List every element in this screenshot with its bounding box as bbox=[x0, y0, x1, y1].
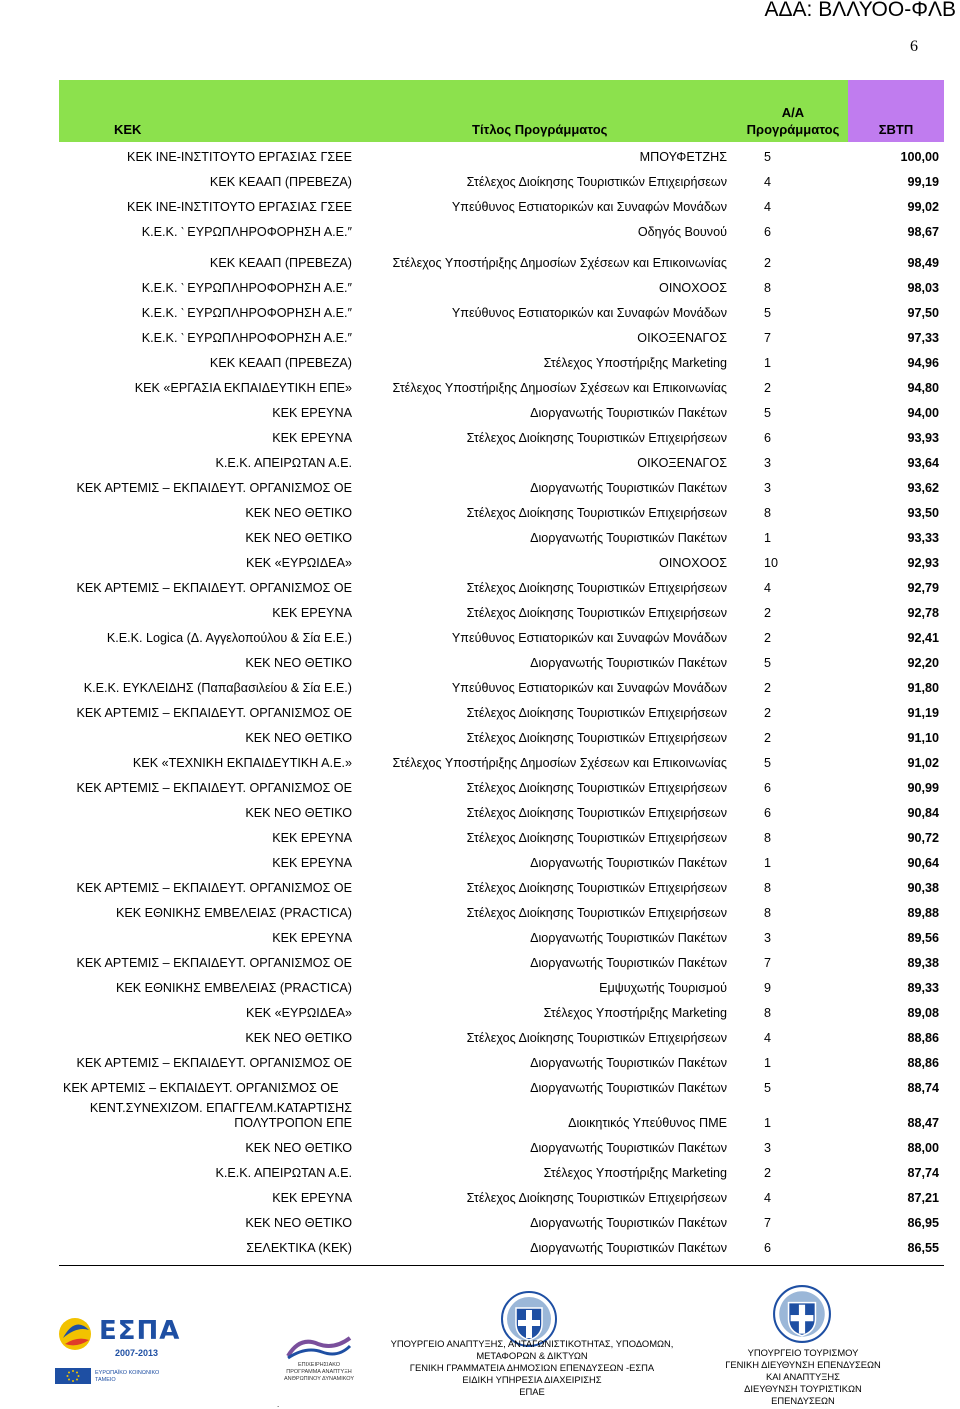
score-cell: 93,93 bbox=[907, 431, 939, 445]
program-title-cell: Στέλεχος Διοίκησης Τουριστικών Επιχειρήσεων bbox=[466, 906, 727, 920]
program-number-cell: 5 bbox=[764, 1081, 772, 1095]
program-number-cell: 1 bbox=[764, 856, 772, 870]
table-bottom-border bbox=[59, 1265, 944, 1266]
table-row bbox=[59, 423, 944, 448]
table-row bbox=[59, 698, 944, 723]
program-title-cell: Υπεύθυνος Εστιατορικών και Συναφών Μονάδων bbox=[451, 306, 727, 320]
score-cell: 97,33 bbox=[907, 331, 939, 345]
score-cell: 87,21 bbox=[907, 1191, 939, 1205]
ministry-line: ΥΠΟΥΡΓΕΙΟ ΑΝΑΠΤΥΞΗΣ, ΑΝΤΑΓΩΝΙΣΤΙΚΟΤΗΤΑΣ, ΥΠΟΔΟΜΩΝ, bbox=[390, 1338, 674, 1349]
footer-dot: . bbox=[277, 1400, 280, 1409]
program-number-cell: 1 bbox=[764, 1116, 772, 1130]
program-number-cell: 8 bbox=[764, 831, 772, 845]
greek-coat-of-arms-icon bbox=[772, 1284, 832, 1344]
table-row bbox=[59, 1183, 944, 1208]
score-cell: 89,88 bbox=[907, 906, 939, 920]
programme-emblem-icon bbox=[282, 1334, 356, 1360]
table-row bbox=[59, 523, 944, 548]
program-title-cell: Στέλεχος Διοίκησης Τουριστικών Επιχειρήσεων bbox=[466, 506, 727, 520]
program-number-cell: 2 bbox=[764, 706, 772, 720]
program-number-cell: 3 bbox=[764, 931, 772, 945]
eu-caption: ΕΥΡΩΠΑΪΚΟ ΚΟΙΝΩΝΙΚΟ ΤΑΜΕΙΟ bbox=[95, 1370, 160, 1383]
table-row bbox=[59, 1073, 944, 1098]
program-title-cell: Στέλεχος Υποστήριξης Marketing bbox=[543, 1006, 727, 1020]
program-title-cell: Υπεύθυνος Εστιατορικών και Συναφών Μονάδων bbox=[451, 631, 727, 645]
kek-cell: ΚΕΚ ΝΕΟ ΘΕΤΙΚΟ bbox=[245, 1031, 352, 1045]
program-title-cell: Διοργανωτής Τουριστικών Πακέτων bbox=[530, 956, 727, 970]
program-number-cell: 3 bbox=[764, 456, 772, 470]
program-number-cell: 2 bbox=[764, 631, 772, 645]
kek-cell: ΚΕΚ ΚΕΑΑΠ (ΠΡΕΒΕΖΑ) bbox=[209, 356, 352, 370]
score-cell: 89,08 bbox=[907, 1006, 939, 1020]
program-title-cell: Διοργανωτής Τουριστικών Πακέτων bbox=[530, 1216, 727, 1230]
program-number-cell: 4 bbox=[764, 175, 772, 189]
table-row bbox=[59, 298, 944, 323]
program-title-cell: Στέλεχος Διοίκησης Τουριστικών Επιχειρήσεων bbox=[466, 431, 727, 445]
program-title-cell: Διοργανωτής Τουριστικών Πακέτων bbox=[530, 1141, 727, 1155]
table-row bbox=[59, 167, 944, 192]
program-title-cell: Στέλεχος Διοίκησης Τουριστικών Επιχειρήσεων bbox=[466, 806, 727, 820]
ministry-line: ΔΙΕΥΘΥΝΣΗ ΤΟΥΡΙΣΤΙΚΩΝ bbox=[744, 1383, 862, 1394]
table-row bbox=[59, 142, 944, 167]
kek-cell: ΚΕΚ «ΤΕΧΝΙΚΗ ΕΚΠΑΙΔΕΥΤΙΚΗ Α.Ε.» bbox=[132, 756, 352, 770]
program-title-cell: Στέλεχος Διοίκησης Τουριστικών Επιχειρήσεων bbox=[466, 831, 727, 845]
program-title-cell: Διοργανωτής Τουριστικών Πακέτων bbox=[530, 481, 727, 495]
score-cell: 93,62 bbox=[907, 481, 939, 495]
table-row bbox=[59, 848, 944, 873]
program-number-cell: 5 bbox=[764, 306, 772, 320]
kek-cell: ΚΕΝΤ.ΣΥΝΕΧΙΖΟΜ. ΕΠΑΓΓΕΛΜ.ΚΑΤΑΡΤΙΣΗΣ ΠΟΛΥΤΡΟΠΟΝ ΕΠΕ bbox=[89, 1101, 352, 1130]
score-cell: 90,38 bbox=[907, 881, 939, 895]
program-title-cell: ΜΠΟΥΦΕΤΖΗΣ bbox=[639, 150, 727, 164]
table-row bbox=[59, 398, 944, 423]
program-title-cell: Διοργανωτής Τουριστικών Πακέτων bbox=[530, 1081, 727, 1095]
program-number-cell: 2 bbox=[764, 731, 772, 745]
table-row bbox=[59, 923, 944, 948]
table-row bbox=[59, 798, 944, 823]
score-cell: 99,02 bbox=[907, 200, 939, 214]
score-cell: 88,86 bbox=[907, 1031, 939, 1045]
program-number-cell: 4 bbox=[764, 1031, 772, 1045]
table-body bbox=[59, 142, 944, 1258]
kek-cell: ΚΕΚ «ΕΥΡΩΙΔΕΑ» bbox=[245, 556, 352, 570]
kek-cell: ΚΕΚ ΑΡΤΕΜΙΣ – ΕΚΠΑΙΔΕΥΤ. ΟΡΓΑΝΙΣΜΟΣ ΟΕ bbox=[63, 1081, 339, 1095]
kek-cell: ΚΕΚ ΝΕΟ ΘΕΤΙΚΟ bbox=[245, 531, 352, 545]
program-number-cell: 4 bbox=[764, 1191, 772, 1205]
table-row bbox=[59, 498, 944, 523]
score-cell: 87,74 bbox=[907, 1166, 939, 1180]
program-title-cell: Στέλεχος Διοίκησης Τουριστικών Επιχειρήσεων bbox=[466, 581, 727, 595]
program-number-cell: 3 bbox=[764, 1141, 772, 1155]
eu-flag-icon bbox=[55, 1368, 91, 1384]
kek-cell: ΚΕΚ ΕΡΕΥΝΑ bbox=[272, 856, 352, 870]
ministry-line: ΜΕΤΑΦΟΡΩΝ & ΔΙΚΤΥΩΝ bbox=[476, 1350, 588, 1361]
table-row bbox=[59, 873, 944, 898]
kek-cell: ΚΕΚ ΕΡΕΥΝΑ bbox=[272, 406, 352, 420]
kek-cell: ΚΕΚ ΝΕΟ ΘΕΤΙΚΟ bbox=[245, 506, 352, 520]
table-row bbox=[59, 723, 944, 748]
program-number-cell: 8 bbox=[764, 506, 772, 520]
program-title-cell: Στέλεχος Διοίκησης Τουριστικών Επιχειρήσεων bbox=[466, 781, 727, 795]
program-title-cell: Στέλεχος Υποστήριξης Δημοσίων Σχέσεων και Επικοινωνίας bbox=[392, 756, 727, 770]
program-title-cell: Διοργανωτής Τουριστικών Πακέτων bbox=[530, 406, 727, 420]
table-row bbox=[59, 973, 944, 998]
table-row bbox=[59, 473, 944, 498]
table-row bbox=[59, 448, 944, 473]
espa-logo bbox=[55, 1308, 179, 1386]
kek-cell: Κ.Ε.Κ. ΑΠΕΙΡΩΤΑΝ Α.Ε. bbox=[215, 456, 352, 470]
program-title-cell: Στέλεχος Υποστήριξης Marketing bbox=[543, 356, 727, 370]
score-cell: 98,49 bbox=[907, 256, 939, 270]
kek-cell: ΚΕΚ ΑΡΤΕΜΙΣ – ΕΚΠΑΙΔΕΥΤ. ΟΡΓΑΝΙΣΜΟΣ ΟΕ bbox=[76, 1056, 352, 1070]
program-number-cell: 2 bbox=[764, 1166, 772, 1180]
kek-cell: ΚΕΚ ΙΝΕ-ΙΝΣΤΙΤΟΥΤΟ ΕΡΓΑΣΙΑΣ ΓΣΕΕ bbox=[127, 150, 352, 164]
program-number-cell: 3 bbox=[764, 481, 772, 495]
program-title-cell: Διοικητικός Υπεύθυνος ΠΜΕ bbox=[568, 1116, 727, 1130]
score-cell: 94,96 bbox=[907, 356, 939, 370]
table-row bbox=[59, 1158, 944, 1183]
kek-cell: ΚΕΚ ΑΡΤΕΜΙΣ – ΕΚΠΑΙΔΕΥΤ. ΟΡΓΑΝΙΣΜΟΣ ΟΕ bbox=[76, 481, 352, 495]
program-title-cell: Στέλεχος Διοίκησης Τουριστικών Επιχειρήσεων bbox=[466, 175, 727, 189]
program-title-cell: Στέλεχος Διοίκησης Τουριστικών Επιχειρήσεων bbox=[466, 1031, 727, 1045]
table-row bbox=[59, 748, 944, 773]
program-number-cell: 2 bbox=[764, 606, 772, 620]
table-row bbox=[59, 1048, 944, 1073]
table-row bbox=[59, 948, 944, 973]
results-table bbox=[59, 80, 944, 1258]
program-title-cell: ΟΙΝΟΧΟΟΣ bbox=[659, 556, 727, 570]
score-cell: 93,50 bbox=[907, 506, 939, 520]
score-cell: 86,95 bbox=[907, 1216, 939, 1230]
ministry-line: ΕΠΑΕ bbox=[519, 1386, 545, 1397]
score-cell: 90,72 bbox=[907, 831, 939, 845]
score-cell: 100,00 bbox=[900, 150, 939, 164]
column-header-title: Τίτλος Προγράμματος bbox=[355, 80, 738, 142]
score-cell: 94,00 bbox=[907, 406, 939, 420]
ministry-line: ΕΠΕΝΔΥΣΕΩΝ bbox=[771, 1395, 835, 1406]
kek-cell: ΚΕΚ ΝΕΟ ΘΕΤΙΚΟ bbox=[245, 806, 352, 820]
ministry-line: ΓΕΝΙΚΗ ΔΙΕΥΘΥΝΣΗ ΕΠΕΝΔΥΣΕΩΝ bbox=[725, 1359, 881, 1370]
column-header-aa bbox=[738, 80, 848, 142]
program-number-cell: 8 bbox=[764, 281, 772, 295]
kek-cell: ΚΕΚ ΕΡΕΥΝΑ bbox=[272, 431, 352, 445]
program-number-cell: 9 bbox=[764, 981, 772, 995]
program-title-cell: ΟΙΝΟΧΟΟΣ bbox=[659, 281, 727, 295]
kek-cell: ΚΕΚ ΕΡΕΥΝΑ bbox=[272, 606, 352, 620]
program-number-cell: 6 bbox=[764, 806, 772, 820]
score-cell: 88,00 bbox=[907, 1141, 939, 1155]
program-title-cell: Εμψυχωτής Τουρισμού bbox=[599, 981, 727, 995]
table-row bbox=[59, 1208, 944, 1233]
program-title-cell: Στέλεχος Διοίκησης Τουριστικών Επιχειρήσεων bbox=[466, 606, 727, 620]
program-number-cell: 2 bbox=[764, 381, 772, 395]
programme-caption: ΕΠΙΧΕΙΡΗΣΙΑΚΟ ΠΡΟΓΡΑΜΜΑ ΑΝΑΠΤΥΞΗ ΑΝΘΡΩΠΙΝΟΥ ΔΥΝΑΜΙΚΟΥ bbox=[283, 1362, 355, 1382]
espa-logo-text: ΕΣΠΑ bbox=[99, 1316, 181, 1346]
table-row bbox=[59, 898, 944, 923]
table-row bbox=[59, 1098, 944, 1133]
kek-cell: ΚΕΚ ΚΕΑΑΠ (ΠΡΕΒΕΖΑ) bbox=[209, 256, 352, 270]
score-cell: 89,38 bbox=[907, 956, 939, 970]
table-row bbox=[59, 192, 944, 217]
program-number-cell: 6 bbox=[764, 431, 772, 445]
table-row bbox=[59, 1133, 944, 1158]
score-cell: 94,80 bbox=[907, 381, 939, 395]
score-cell: 91,80 bbox=[907, 681, 939, 695]
ministry-line: ΥΠΟΥΡΓΕΙΟ ΤΟΥΡΙΣΜΟΥ bbox=[747, 1347, 859, 1358]
ministry-line: ΚΑΙ ΑΝΑΠΤΥΞΗΣ bbox=[766, 1371, 840, 1382]
score-cell: 88,86 bbox=[907, 1056, 939, 1070]
program-title-cell: Στέλεχος Υποστήριξης Δημοσίων Σχέσεων και Επικοινωνίας bbox=[392, 256, 727, 270]
program-number-cell: 6 bbox=[764, 225, 772, 239]
program-number-cell: 8 bbox=[764, 1006, 772, 1020]
kek-cell: ΚΕΚ ΕΡΕΥΝΑ bbox=[272, 931, 352, 945]
score-cell: 93,64 bbox=[907, 456, 939, 470]
program-title-cell: Στέλεχος Διοίκησης Τουριστικών Επιχειρήσεων bbox=[466, 706, 727, 720]
score-cell: 98,03 bbox=[907, 281, 939, 295]
table-row bbox=[59, 623, 944, 648]
ministry-tourism-block bbox=[720, 1347, 886, 1407]
program-number-cell: 7 bbox=[764, 1216, 772, 1230]
program-number-cell: 2 bbox=[764, 681, 772, 695]
score-cell: 90,64 bbox=[907, 856, 939, 870]
score-cell: 88,74 bbox=[907, 1081, 939, 1095]
table-row bbox=[59, 823, 944, 848]
table-row bbox=[59, 323, 944, 348]
kek-cell: ΚΕΚ ΕΡΕΥΝΑ bbox=[272, 831, 352, 845]
program-number-cell: 8 bbox=[764, 906, 772, 920]
kek-cell: Κ.Ε.Κ. ‵ ΕΥΡΩΠΛΗΡΟΦΟΡΗΣΗ Α.Ε.″ bbox=[141, 225, 352, 239]
table-header bbox=[59, 80, 944, 142]
table-row bbox=[59, 348, 944, 373]
score-cell: 93,33 bbox=[907, 531, 939, 545]
program-title-cell: Διοργανωτής Τουριστικών Πακέτων bbox=[530, 856, 727, 870]
score-cell: 90,99 bbox=[907, 781, 939, 795]
program-title-cell: Διοργανωτής Τουριστικών Πακέτων bbox=[530, 656, 727, 670]
score-cell: 89,33 bbox=[907, 981, 939, 995]
program-number-cell: 6 bbox=[764, 781, 772, 795]
program-number-cell: 4 bbox=[764, 200, 772, 214]
program-number-cell: 2 bbox=[764, 256, 772, 270]
score-cell: 99,19 bbox=[907, 175, 939, 189]
table-row bbox=[59, 773, 944, 798]
programme-logo bbox=[282, 1334, 356, 1386]
program-title-cell: Στέλεχος Υποστήριξης Δημοσίων Σχέσεων και Επικοινωνίας bbox=[392, 381, 727, 395]
table-row bbox=[59, 573, 944, 598]
program-number-cell: 5 bbox=[764, 756, 772, 770]
table-row bbox=[59, 273, 944, 298]
program-number-cell: 1 bbox=[764, 1056, 772, 1070]
score-cell: 90,84 bbox=[907, 806, 939, 820]
program-title-cell: Διοργανωτής Τουριστικών Πακέτων bbox=[530, 1056, 727, 1070]
program-title-cell: Στέλεχος Διοίκησης Τουριστικών Επιχειρήσεων bbox=[466, 881, 727, 895]
kek-cell: ΚΕΚ ΑΡΤΕΜΙΣ – ΕΚΠΑΙΔΕΥΤ. ΟΡΓΑΝΙΣΜΟΣ ΟΕ bbox=[76, 706, 352, 720]
kek-cell: ΚΕΚ ΑΡΤΕΜΙΣ – ΕΚΠΑΙΔΕΥΤ. ΟΡΓΑΝΙΣΜΟΣ ΟΕ bbox=[76, 581, 352, 595]
ministry-line: ΓΕΝΙΚΗ ΓΡΑΜΜΑΤΕΙΑ ΔΗΜΟΣΙΩΝ ΕΠΕΝΔΥΣΕΩΝ -ΕΣΠΑ bbox=[409, 1362, 655, 1373]
score-cell: 86,55 bbox=[907, 1241, 939, 1255]
score-cell: 92,78 bbox=[907, 606, 939, 620]
kek-cell: Κ.Ε.Κ. ΑΠΕΙΡΩΤΑΝ Α.Ε. bbox=[215, 1166, 352, 1180]
score-cell: 88,47 bbox=[907, 1116, 939, 1130]
column-header-kek: ΚΕΚ bbox=[59, 80, 355, 142]
program-title-cell: Διοργανωτής Τουριστικών Πακέτων bbox=[530, 531, 727, 545]
score-cell: 92,93 bbox=[907, 556, 939, 570]
table-row bbox=[59, 998, 944, 1023]
kek-cell: ΚΕΚ «ΕΡΓΑΣΙΑ ΕΚΠΑΙΔΕΥΤΙΚΗ ΕΠΕ» bbox=[134, 381, 352, 395]
program-number-cell: 1 bbox=[764, 356, 772, 370]
kek-cell: Κ.Ε.Κ. ‵ ΕΥΡΩΠΛΗΡΟΦΟΡΗΣΗ Α.Ε.″ bbox=[141, 331, 352, 345]
kek-cell: Κ.Ε.Κ. ‵ ΕΥΡΩΠΛΗΡΟΦΟΡΗΣΗ Α.Ε.″ bbox=[141, 306, 352, 320]
ministry-line: ΕΙΔΙΚΗ ΥΠΗΡΕΣΙΑ ΔΙΑΧΕΙΡΙΣΗΣ bbox=[462, 1374, 602, 1385]
score-cell: 91,10 bbox=[907, 731, 939, 745]
table-row bbox=[59, 217, 944, 242]
program-number-cell: 7 bbox=[764, 956, 772, 970]
program-number-cell: 4 bbox=[764, 581, 772, 595]
kek-cell: ΚΕΚ ΝΕΟ ΘΕΤΙΚΟ bbox=[245, 656, 352, 670]
score-cell: 89,56 bbox=[907, 931, 939, 945]
table-row bbox=[59, 648, 944, 673]
espa-years: 2007-2013 bbox=[115, 1348, 159, 1358]
score-cell: 97,50 bbox=[907, 306, 939, 320]
program-title-cell: Στέλεχος Διοίκησης Τουριστικών Επιχειρήσεων bbox=[466, 731, 727, 745]
table-row bbox=[59, 1023, 944, 1048]
kek-cell: ΚΕΚ ΑΡΤΕΜΙΣ – ΕΚΠΑΙΔΕΥΤ. ΟΡΓΑΝΙΣΜΟΣ ΟΕ bbox=[76, 881, 352, 895]
program-title-cell: Στέλεχος Υποστήριξης Marketing bbox=[543, 1166, 727, 1180]
program-number-cell: 10 bbox=[764, 556, 779, 570]
score-cell: 92,20 bbox=[907, 656, 939, 670]
program-number-cell: 6 bbox=[764, 1241, 772, 1255]
kek-cell: Κ.Ε.Κ. ΕΥΚΛΕΙΔΗΣ (Παπαβασιλείου & Σία Ε.Ε.) bbox=[83, 681, 352, 695]
program-title-cell: Υπεύθυνος Εστιατορικών και Συναφών Μονάδων bbox=[451, 200, 727, 214]
score-cell: 92,41 bbox=[907, 631, 939, 645]
program-number-cell: 5 bbox=[764, 656, 772, 670]
program-title-cell: Οδηγός Βουνού bbox=[637, 225, 727, 239]
program-number-cell: 1 bbox=[764, 531, 772, 545]
table-row bbox=[59, 1233, 944, 1258]
column-header-score: ΣΒΤΠ bbox=[848, 80, 944, 142]
kek-cell: ΚΕΚ ΙΝΕ-ΙΝΣΤΙΤΟΥΤΟ ΕΡΓΑΣΙΑΣ ΓΣΕΕ bbox=[127, 200, 352, 214]
kek-cell: ΣΕΛΕΚΤΙΚΑ (ΚΕΚ) bbox=[246, 1241, 352, 1255]
program-title-cell: Διοργανωτής Τουριστικών Πακέτων bbox=[530, 1241, 727, 1255]
table-row bbox=[59, 673, 944, 698]
score-cell: 92,79 bbox=[907, 581, 939, 595]
program-number-cell: 5 bbox=[764, 406, 772, 420]
program-title-cell: Υπεύθυνος Εστιατορικών και Συναφών Μονάδων bbox=[451, 681, 727, 695]
kek-cell: ΚΕΚ «ΕΥΡΩΙΔΕΑ» bbox=[245, 1006, 352, 1020]
kek-cell: ΚΕΚ ΝΕΟ ΘΕΤΙΚΟ bbox=[245, 1141, 352, 1155]
kek-cell: ΚΕΚ ΝΕΟ ΘΕΤΙΚΟ bbox=[245, 1216, 352, 1230]
table-row bbox=[59, 242, 944, 273]
kek-cell: ΚΕΚ ΑΡΤΕΜΙΣ – ΕΚΠΑΙΔΕΥΤ. ΟΡΓΑΝΙΣΜΟΣ ΟΕ bbox=[76, 956, 352, 970]
page-number: 6 bbox=[910, 38, 918, 55]
ministry-development-block bbox=[378, 1338, 686, 1398]
document-code: ΑΔΑ: ΒΛΛΥΟΟ-ΦΛΒ bbox=[764, 0, 956, 21]
kek-cell: ΚΕΚ ΑΡΤΕΜΙΣ – ΕΚΠΑΙΔΕΥΤ. ΟΡΓΑΝΙΣΜΟΣ ΟΕ bbox=[76, 781, 352, 795]
kek-cell: ΚΕΚ ΚΕΑΑΠ (ΠΡΕΒΕΖΑ) bbox=[209, 175, 352, 189]
kek-cell: ΚΕΚ ΕΘΝΙΚΗΣ ΕΜΒΕΛΕΙΑΣ (PRACTICA) bbox=[115, 906, 352, 920]
kek-cell: Κ.Ε.Κ. ‵ ΕΥΡΩΠΛΗΡΟΦΟΡΗΣΗ Α.Ε.″ bbox=[141, 281, 352, 295]
program-number-cell: 7 bbox=[764, 331, 772, 345]
score-cell: 98,67 bbox=[907, 225, 939, 239]
kek-cell: Κ.Ε.Κ. Logica (Δ. Αγγελοπούλου & Σία Ε.Ε.) bbox=[106, 631, 352, 645]
column-header-aa-label: Α/Α Προγράμματος bbox=[746, 105, 840, 137]
program-title-cell: Διοργανωτής Τουριστικών Πακέτων bbox=[530, 931, 727, 945]
kek-cell: ΚΕΚ ΕΘΝΙΚΗΣ ΕΜΒΕΛΕΙΑΣ (PRACTICA) bbox=[115, 981, 352, 995]
kek-cell: ΚΕΚ ΝΕΟ ΘΕΤΙΚΟ bbox=[245, 731, 352, 745]
table-row bbox=[59, 598, 944, 623]
program-number-cell: 5 bbox=[764, 150, 772, 164]
program-number-cell: 8 bbox=[764, 881, 772, 895]
table-row bbox=[59, 548, 944, 573]
score-cell: 91,19 bbox=[907, 706, 939, 720]
program-title-cell: ΟΙΚΟΞΕΝΑΓΟΣ bbox=[637, 331, 727, 345]
score-cell: 91,02 bbox=[907, 756, 939, 770]
table-row bbox=[59, 373, 944, 398]
program-title-cell: ΟΙΚΟΞΕΝΑΓΟΣ bbox=[637, 456, 727, 470]
kek-cell: ΚΕΚ ΕΡΕΥΝΑ bbox=[272, 1191, 352, 1205]
program-title-cell: Στέλεχος Διοίκησης Τουριστικών Επιχειρήσεων bbox=[466, 1191, 727, 1205]
